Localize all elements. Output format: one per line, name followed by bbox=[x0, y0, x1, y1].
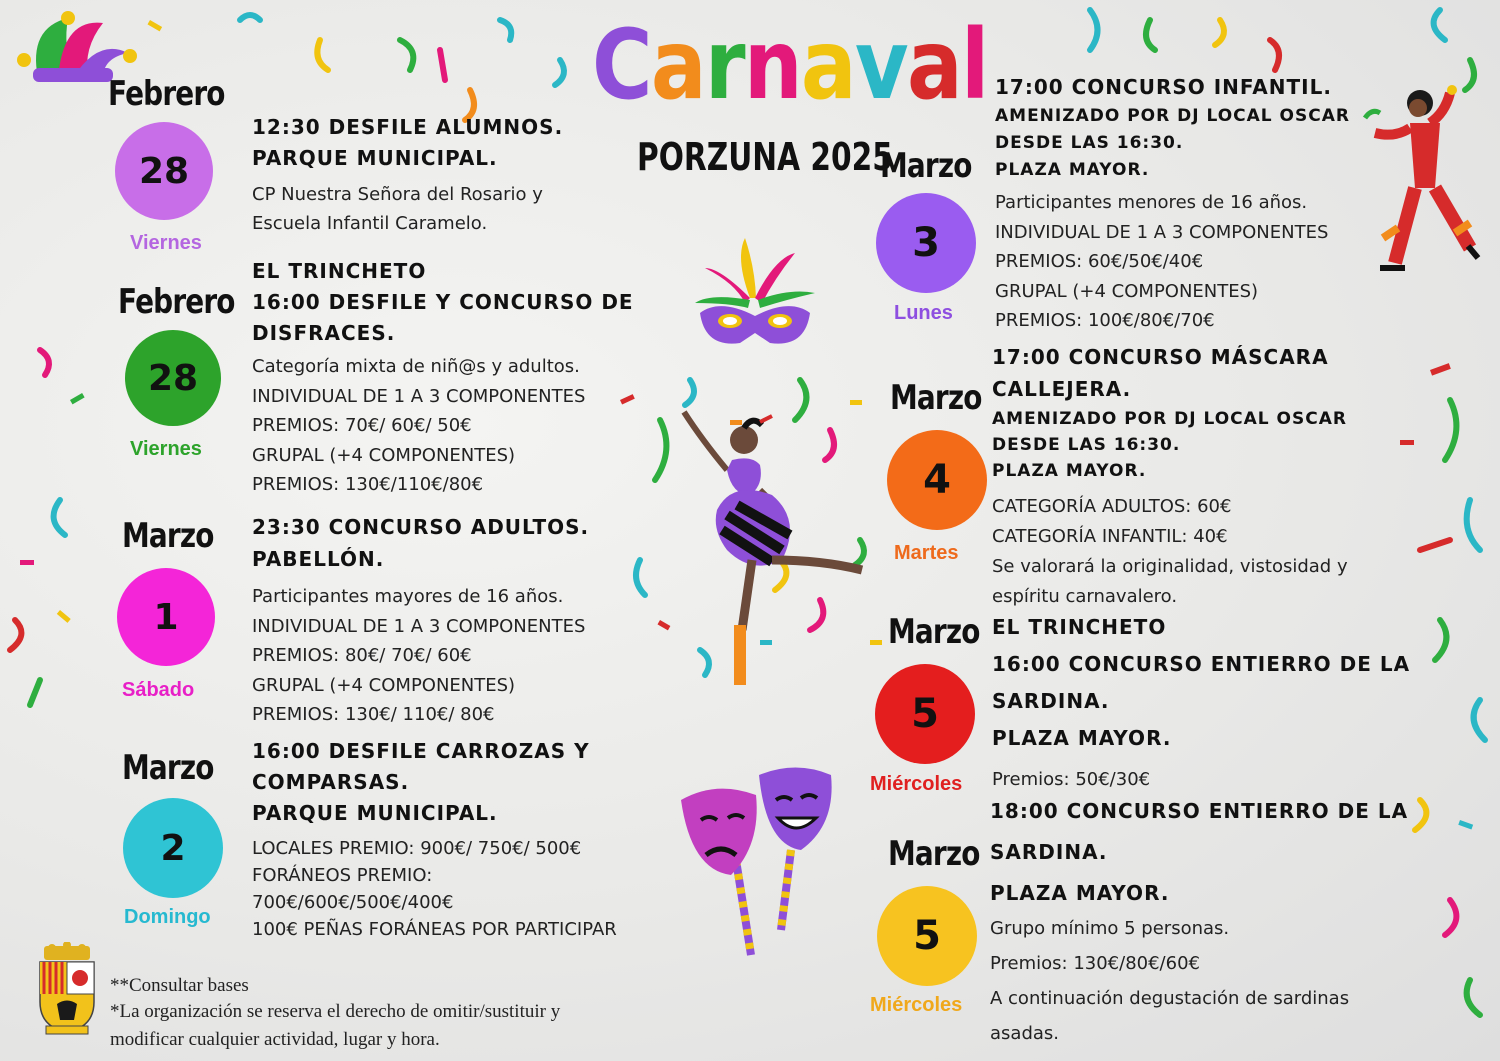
event-title-line: 16:00 DESFILE CARROZAS Y bbox=[252, 739, 590, 763]
carnival-mask-icon bbox=[690, 238, 820, 353]
event-subtitle-line: DESDE LAS 16:30. bbox=[995, 133, 1184, 153]
event-detail-line: GRUPAL (+4 COMPONENTES) bbox=[252, 674, 516, 696]
month-label: Febrero bbox=[118, 282, 235, 322]
theater-masks-icon bbox=[676, 760, 846, 960]
weekday-label: Lunes bbox=[894, 302, 953, 324]
event-title-line: PARQUE MUNICIPAL. bbox=[252, 801, 498, 825]
coat-of-arms-icon bbox=[32, 942, 102, 1037]
weekday-label: Martes bbox=[894, 542, 959, 564]
event-detail-line: A continuación degustación de sardinas bbox=[990, 988, 1350, 1009]
month-label: Marzo bbox=[888, 834, 980, 874]
event-detail-line: GRUPAL (+4 COMPONENTES) bbox=[252, 444, 516, 466]
event-detail-line: Participantes mayores de 16 años. bbox=[252, 586, 564, 607]
month-label: Marzo bbox=[890, 378, 982, 418]
event-title-line: PARQUE MUNICIPAL. bbox=[252, 146, 498, 170]
title-letter: a bbox=[800, 9, 855, 121]
month-label: Marzo bbox=[122, 748, 214, 788]
title-letter: a bbox=[907, 9, 961, 121]
day-circle: 28 bbox=[125, 330, 221, 426]
day-circle: 5 bbox=[877, 886, 977, 986]
event-title-line: 17:00 CONCURSO INFANTIL. bbox=[995, 75, 1332, 99]
day-circle: 2 bbox=[123, 798, 223, 898]
event-detail-line: asadas. bbox=[990, 1023, 1059, 1044]
event-detail-line: CP Nuestra Señora del Rosario y bbox=[252, 184, 543, 205]
day-circle: 1 bbox=[117, 568, 215, 666]
event-detail-line: INDIVIDUAL DE 1 A 3 COMPONENTES bbox=[252, 615, 586, 637]
event-title-line: PABELLÓN. bbox=[252, 547, 385, 571]
event-detail-line: CATEGORÍA ADULTOS: 60€ bbox=[992, 496, 1232, 517]
event-title-line: 17:00 CONCURSO MÁSCARA bbox=[992, 345, 1329, 369]
event-title-line: DISFRACES. bbox=[252, 321, 396, 345]
title-letter: n bbox=[743, 9, 801, 121]
event-detail-line: PREMIOS: 100€/80€/70€ bbox=[995, 310, 1215, 331]
event-detail-line: GRUPAL (+4 COMPONENTES) bbox=[995, 280, 1259, 302]
event-detail-line: PREMIOS: 130€/110€/80€ bbox=[252, 474, 484, 495]
event-title-line: CALLEJERA. bbox=[992, 377, 1132, 401]
footnote-bases: **Consultar bases bbox=[110, 975, 249, 996]
month-label: Marzo bbox=[122, 516, 214, 556]
title-letter: C bbox=[592, 9, 651, 121]
event-subtitle-line: DESDE LAS 16:30. bbox=[992, 435, 1181, 455]
event-title-line: SARDINA. bbox=[990, 840, 1108, 864]
event-title-line: PLAZA MAYOR. bbox=[990, 881, 1170, 905]
month-label: Marzo bbox=[888, 612, 980, 652]
title-letter: r bbox=[704, 9, 744, 121]
dancer-man-illustration bbox=[1360, 78, 1490, 278]
weekday-label: Viernes bbox=[130, 232, 202, 254]
month-label: Marzo bbox=[880, 146, 972, 186]
event-detail-line: Escuela Infantil Caramelo. bbox=[252, 213, 488, 234]
event-detail-line: FORÁNEOS PREMIO: bbox=[252, 865, 433, 886]
event-title-line: EL TRINCHETO bbox=[992, 615, 1167, 639]
event-detail-line: 100€ PEÑAS FORÁNEAS POR PARTICIPAR bbox=[252, 919, 617, 940]
day-circle: 28 bbox=[115, 122, 213, 220]
day-circle: 5 bbox=[875, 664, 975, 764]
event-title-line: 16:00 CONCURSO ENTIERRO DE LA bbox=[992, 652, 1411, 676]
event-detail-line: CATEGORÍA INFANTIL: 40€ bbox=[992, 526, 1228, 547]
title-letter: l bbox=[960, 9, 988, 121]
event-detail-line: Grupo mínimo 5 personas. bbox=[990, 918, 1230, 939]
event-detail-line: Participantes menores de 16 años. bbox=[995, 192, 1308, 213]
event-title-line: 12:30 DESFILE ALUMNOS. bbox=[252, 115, 564, 139]
event-subtitle-line: AMENIZADO POR DJ LOCAL OSCAR bbox=[995, 106, 1350, 126]
title-letter: a bbox=[650, 9, 705, 121]
event-title-line: 23:30 CONCURSO ADULTOS. bbox=[252, 515, 590, 539]
weekday-label: Miércoles bbox=[870, 994, 963, 1016]
title-letter: v bbox=[854, 9, 908, 121]
event-detail-line: PREMIOS: 60€/50€/40€ bbox=[995, 251, 1204, 272]
event-title-line: 18:00 CONCURSO ENTIERRO DE LA bbox=[990, 799, 1409, 823]
weekday-label: Miércoles bbox=[870, 773, 963, 795]
month-label: Febrero bbox=[108, 74, 225, 114]
weekday-label: Sábado bbox=[122, 679, 195, 701]
event-title-line: PLAZA MAYOR. bbox=[992, 726, 1172, 750]
event-detail-line: 700€/600€/500€/400€ bbox=[252, 892, 454, 913]
dancer-illustration bbox=[672, 400, 872, 690]
event-title-line: COMPARSAS. bbox=[252, 770, 410, 794]
weekday-label: Viernes bbox=[130, 438, 202, 460]
event-detail-line: LOCALES PREMIO: 900€/ 750€/ 500€ bbox=[252, 838, 582, 859]
weekday-label: Domingo bbox=[124, 906, 211, 928]
event-detail-line: INDIVIDUAL DE 1 A 3 COMPONENTES bbox=[995, 221, 1329, 243]
page-title bbox=[592, 10, 988, 120]
page-subtitle: PORZUNA 2025 bbox=[637, 135, 893, 179]
event-detail-line: INDIVIDUAL DE 1 A 3 COMPONENTES bbox=[252, 385, 586, 407]
day-circle: 3 bbox=[876, 193, 976, 293]
event-title-line: 16:00 DESFILE Y CONCURSO DE bbox=[252, 290, 634, 314]
event-subtitle-line: PLAZA MAYOR. bbox=[992, 461, 1147, 481]
event-detail-line: Premios: 50€/30€ bbox=[992, 769, 1151, 790]
event-detail-line: PREMIOS: 80€/ 70€/ 60€ bbox=[252, 645, 472, 666]
event-subtitle-line: PLAZA MAYOR. bbox=[995, 160, 1150, 180]
event-detail-line: Se valorará la originalidad, vistosidad y bbox=[992, 556, 1348, 577]
event-title-line: SARDINA. bbox=[992, 689, 1110, 713]
event-subtitle-line: AMENIZADO POR DJ LOCAL OSCAR bbox=[992, 409, 1347, 429]
event-title-line: EL TRINCHETO bbox=[252, 259, 427, 283]
footnote-organization-cont: modificar cualquier actividad, lugar y hora. bbox=[110, 1029, 440, 1050]
event-detail-line: espíritu carnavalero. bbox=[992, 586, 1178, 607]
event-detail-line: PREMIOS: 70€/ 60€/ 50€ bbox=[252, 415, 472, 436]
day-circle: 4 bbox=[887, 430, 987, 530]
event-detail-line: Categoría mixta de niñ@s y adultos. bbox=[252, 356, 580, 377]
footnote-organization: *La organización se reserva el derecho de omitir/sustituir y bbox=[110, 1001, 561, 1022]
event-detail-line: Premios: 130€/80€/60€ bbox=[990, 953, 1200, 974]
event-detail-line: PREMIOS: 130€/ 110€/ 80€ bbox=[252, 704, 495, 725]
